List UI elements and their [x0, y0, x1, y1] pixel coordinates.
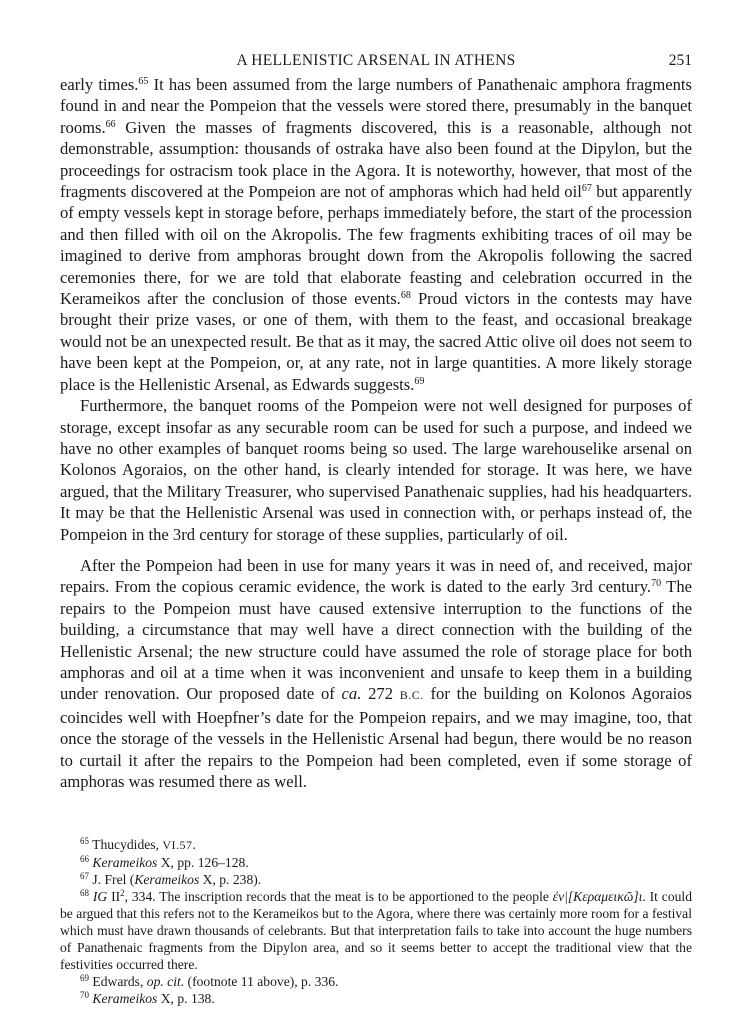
footnote-text: X, p. 138. [157, 991, 215, 1007]
footnote-ref-68[interactable]: 68 [400, 290, 411, 302]
work-title: Kerameikos [92, 855, 158, 871]
text-run: 272 [361, 684, 400, 704]
footnote-68 [60, 888, 692, 973]
footnote-number: 68 [80, 888, 89, 899]
footnote-number: 65 [80, 836, 89, 847]
footnote-67 [60, 871, 692, 888]
footnote-69 [60, 973, 692, 990]
footnotes [60, 836, 692, 1007]
footnote-text: . [192, 837, 196, 853]
footnote-ref-67[interactable]: 67 [581, 183, 592, 195]
text-run: early times. [60, 75, 139, 94]
footnote-text: J. Frel ( [89, 872, 135, 888]
paragraph-3 [60, 555, 692, 792]
text-run: Proud victors in the contests may have brought their prize vases, or one of them, with them to the feast, and occasional breakage would not be an unexpected result. Be that as it may, the sacred Attic olive oil does not seem to have been kept at the Pompeion, or, at any rate, not in large quantities. A more likely storage place is the Hellenistic Arsenal, as Edwards suggests. [60, 289, 692, 394]
footnote-66 [60, 854, 692, 871]
footnote-number: 67 [80, 871, 89, 882]
italic-abbrev: ca. [341, 684, 362, 704]
footnote-ref-69[interactable]: 69 [414, 375, 425, 387]
footnote-number: 66 [80, 854, 89, 865]
footnote-text: X, pp. 126–128. [157, 855, 249, 871]
footnote-text: . It could be argued that this refers not to the Kerameikos but to the Agora, where there was certainly more room for a festival which must have drawn thousands of celebrants. But that interpretation fails to take into account the huge numbers of Panathenaic fragments from the Dipylon area, and so it seems better to accept the traditional view that the festivities occurred there. [60, 889, 692, 973]
body-text [60, 74, 692, 792]
footnote-ref-65[interactable]: 65 [138, 76, 149, 87]
italic-abbrev: op. cit. [146, 974, 185, 990]
work-title: Kerameikos [134, 872, 200, 888]
footnote-text: X, p. 238). [199, 872, 262, 888]
footnote-text: (footnote 11 above), p. 336. [184, 974, 339, 990]
footnote-number: 70 [80, 990, 89, 1001]
footnote-ref-70[interactable]: 70 [651, 578, 662, 590]
greek-phrase: ἐν|[Κεραμεικῶ]ι [552, 889, 643, 905]
work-title: IG [92, 889, 108, 905]
footnote-text: II [107, 889, 121, 905]
page-number: 251 [668, 52, 692, 69]
footnote-ref-66[interactable]: 66 [105, 118, 116, 130]
paragraph-1 [60, 74, 692, 395]
era-abbrev: B.C. [399, 688, 424, 703]
footnote-70 [60, 990, 692, 1007]
text-run: It has been assumed from the large numbers of Panathenaic amphora fragments found in and near the Pompeion that the vessels were stored there, presumably in the banquet rooms. [60, 75, 692, 137]
footnote-text: , 334. The inscription records that the meat is to be apportioned to the people [124, 889, 553, 905]
footnote-65 [60, 836, 692, 854]
running-title: A HELLENISTIC ARSENAL IN ATHENS [236, 52, 516, 69]
text-run: After the Pompeion had been in use for many years it was in need of, and received, major repairs. From the copious ceramic evidence, the work is dated to the early 3rd century. [60, 555, 692, 597]
footnote-number: 69 [80, 973, 89, 984]
running-header [60, 48, 692, 74]
footnote-text: Thucydides, [89, 837, 163, 853]
edition-superscript: 2 [120, 888, 125, 899]
work-title: Kerameikos [92, 991, 158, 1007]
page [60, 48, 692, 1007]
text-run: The repairs to the Pompeion must have caused extensive interruption to the functions of the building, a circumstance that may well have a direct connection with the building of the Hellenistic Arsenal; the new structure could have assumed the role of storage place for both amphoras and oil at a time when it was inconvenient and unsafe to keep them in a building under renovation. Our proposed date of [60, 577, 692, 704]
text-run: Given the masses of fragments discovered, this is a reasonable, although not demonstrable, assumption: thousands of ostraka have also been found at the Dipylon, but the proceedings for ostracism took place in the Agora. It is noteworthy, however, that most of the fragments discovered at the Pompeion are not of amphoras which had held oil [60, 117, 692, 202]
paragraph-2: Furthermore, the banquet rooms of the Pompeion were not well designed for purposes of storage, except insofar as any securable room can be used for such a purpose, and indeed we have no other examples of banquet rooms being so used. The large warehouselike arsenal on Kolonos Agoraios, on the other hand, is clearly intended for storage. It was here, we have argued, that the Military Treasurer, who supervised Panathenaic supplies, had his headquarters. It may be that the Hellenistic Arsenal was used in connection with, or perhaps instead of, the Pompeion in the 3rd century for storage of these supplies, particularly of oil. [60, 396, 692, 544]
text-run: but apparently of empty vessels kept in storage before, perhaps immediately before, the start of the procession and then filled with oil on the Akropolis. The few fragments exhibiting traces of oil may be imagined to derive from amphoras brought down from the Akropolis following the sacred ceremonies there, for we are told that elaborate feasting and celebration occurred in the Kerameikos after the conclusion of those events. [60, 182, 693, 309]
citation-ref: VI.57 [162, 838, 193, 853]
footnote-text: Edwards, [89, 974, 147, 990]
text-run: for the building on Kolonos Agoraios coincides well with Hoepfner’s date for the Pompeion repairs, and we may imagine, too, that once the storage of the vessels in the Hellenistic Arsenal had begun, there would be no reason to curtail it after the repairs to the Pompeion had been completed, even if some storage of amphoras was resumed there as well. [60, 684, 692, 791]
